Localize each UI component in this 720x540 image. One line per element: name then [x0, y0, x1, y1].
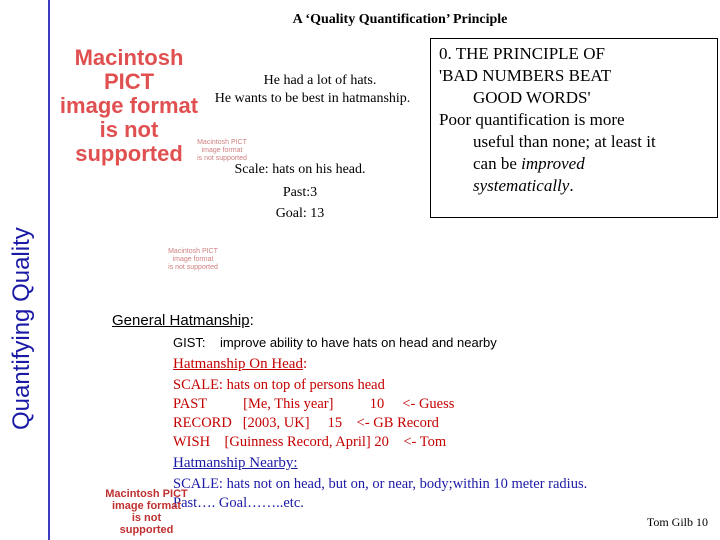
pict-line-3: is not supported [75, 117, 183, 166]
gist-text: improve ability to have hats on head and nearby [219, 335, 497, 350]
principle-line-6: can be improved [473, 154, 585, 173]
pict-bottom-line-1: Macintosh PICT [105, 488, 188, 500]
pict-small-line-1: Macintosh PICT [168, 248, 218, 255]
sidebar-divider [48, 0, 50, 540]
gist-label: GIST: [173, 335, 206, 350]
pict-small-line-3: is not supported [197, 155, 247, 162]
on-head-record: RECORD [2003, UK] 15 <- GB Record [173, 415, 439, 431]
principle-line-7: systematically. [473, 176, 574, 195]
hat-story-line-2: He wants to be best in hatmanship. [214, 91, 411, 106]
on-head-scale: SCALE: hats on top of persons head [173, 377, 385, 393]
principle-box [430, 38, 718, 218]
principle-line-4: Poor quantification is more [439, 110, 625, 129]
general-hatmanship-heading: General Hatmanship: [112, 312, 254, 329]
nearby-scale: SCALE: hats not on head, but on, or near, body;within 10 meter radius. [173, 476, 588, 492]
hat-past: Past:3 [282, 185, 318, 200]
on-head-title: Hatmanship On Head: [173, 356, 308, 372]
vertical-title: Quantifying Quality [8, 227, 35, 430]
principle-line-1: 0. THE PRINCIPLE OF [439, 44, 605, 63]
principle-line-5: useful than none; at least it [473, 132, 656, 151]
hat-goal: Goal: 13 [275, 206, 325, 221]
principle-line-3: GOOD WORDS' [473, 88, 591, 107]
pict-placeholder-image [54, 46, 204, 166]
pict-line-1: Macintosh PICT [74, 45, 184, 94]
pict-line-2: image format [59, 93, 199, 118]
principle-line-2: 'BAD NUMBERS BEAT [439, 66, 612, 85]
sidebar [0, 0, 52, 540]
pict-placeholder-small-1 [192, 139, 252, 163]
slide-title: A ‘Quality Quantification’ Principle [292, 12, 508, 27]
pict-placeholder-small-2 [163, 248, 223, 272]
on-head-past: PAST [Me, This year] 10 <- Guess [173, 396, 455, 412]
pict-small-line-1: Macintosh PICT [197, 139, 247, 146]
pict-small-line-2: image format [201, 147, 243, 154]
nearby-title: Hatmanship Nearby: [173, 455, 298, 471]
hat-scale: Scale: hats on his head. [234, 162, 366, 177]
pict-small-line-2: image format [172, 256, 214, 263]
pict-bottom-line-2: image format [111, 500, 182, 512]
on-head-wish: WISH [Guinness Record, April] 20 <- Tom [173, 434, 447, 450]
pict-placeholder-bottom [104, 488, 189, 536]
hat-story-line-1: He had a lot of hats. [263, 73, 377, 88]
gist-row [173, 335, 497, 350]
nearby-past: Past…. Goal……..etc. [173, 495, 304, 511]
footer-text: Tom Gilb 10 [646, 515, 708, 529]
pict-bottom-line-3: is not supported [119, 512, 174, 536]
pict-small-line-3: is not supported [168, 264, 218, 271]
